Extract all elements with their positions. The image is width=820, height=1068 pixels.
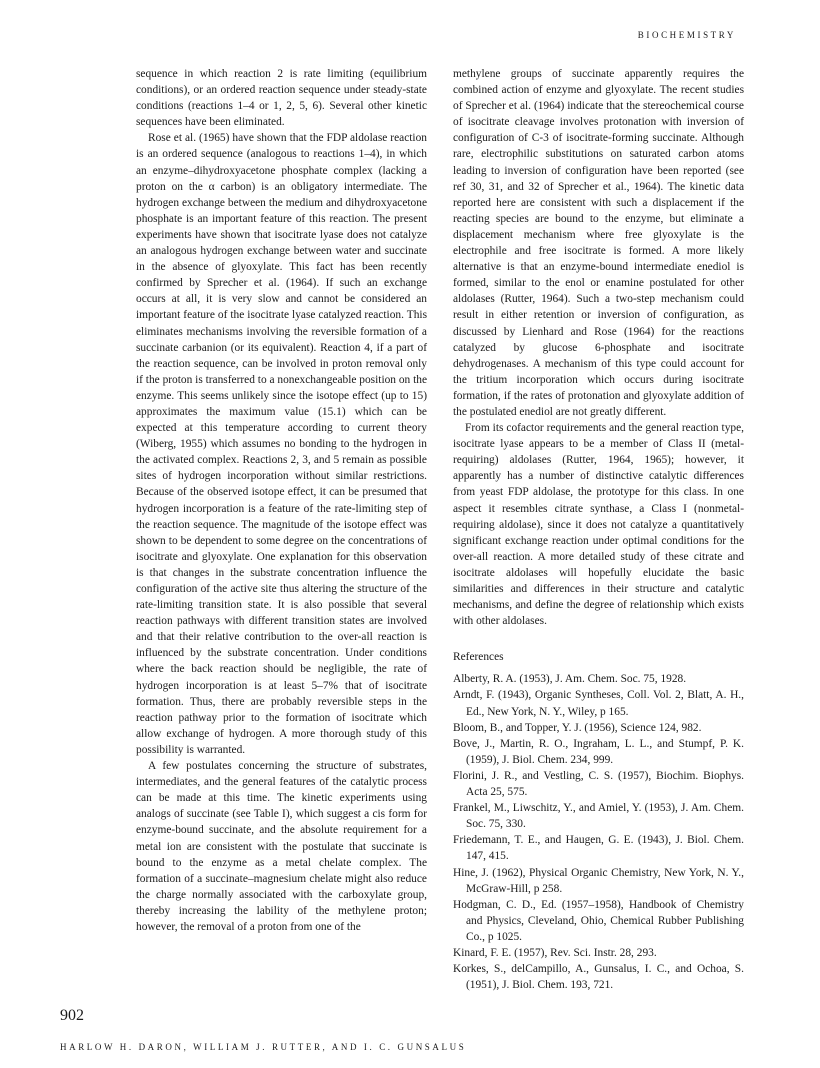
references-heading: References xyxy=(453,651,504,664)
page-number: 902 xyxy=(60,1007,84,1024)
reference-item: Bloom, B., and Topper, Y. J. (1956), Science 124, 982. xyxy=(453,721,702,734)
paragraph: A few postulates concerning the structure of substrates, intermediates, and the general features of the catalytic process can be made at this time. The kinetic experiments using analogs of succinate (see Table I), which suggest a cis form for enzyme-bound succinate, and the absolute requirement for a metal ion are consistent with the postulate that succinate is bound to the enzyme as a metal chelate complex. The formation of a succinate–magnesium chelate might also reduce the charge normally associated with the carboxylate group, thereby increasing the lability of the methylene proton; however, the removal of a proton from one of the xyxy=(136,760,427,933)
reference-item: Arndt, F. (1943), Organic Syntheses, Coll. Vol. 2, Blatt, A. H., Ed., New York, N. Y., Wiley, p 165. xyxy=(453,689,744,718)
reference-list xyxy=(453,671,744,993)
right-column xyxy=(453,66,744,993)
left-column xyxy=(136,66,427,935)
reference-item: Hodgman, C. D., Ed. (1957–1958), Handbook of Chemistry and Physics, Cleveland, Ohio, Chemical Rubber Publishing Co., p 1025. xyxy=(453,898,744,943)
paragraph: Rose et al. (1965) have shown that the FDP aldolase reaction is an ordered sequence (analogous to reactions 1–4), in which an enzyme–dihydroxyacetone phosphate complex (lacking a proton on the α carbon) is an obligatory intermediate. The hydrogen exchange between the medium and dihydroxyacetone phosphate is an important feature of this reaction. The present experiments have shown that isocitrate lyase does not catalyze an analogous hydrogen exchange between water and succinate in the absence of glyoxylate. This fact has been recently confirmed by Sprecher et al. (1964). If such an exchange occurs at all, it is very slow and cannot be considered an important feature of the isocitrate lyase catalyzed reaction. This eliminates mechanisms involving the reversible formation of a succinate carbanion (or its equivalent). Reaction 4, if a part of the reaction sequence, can be involved in proton removal only if the proton is transferred to a nonexchangeable position on the enzyme. This seems unlikely since the isotope effect (up to 15) approximates the maximum value (15.1) which can be expected at this temperature according to current theory (Wiberg, 1955) which assumes no bonding to the hydrogen in the activated complex. Reactions 2, 3, and 5 remain as possible sites of hydrogen incorporation without similar restrictions. Because of the observed isotope effect, it can be presumed that hydrogen incorporation is a feature of the rate-limiting step of the reaction sequence. The magnitude of the isotope effect was shown to be dependent to some degree on the concentrations of isocitrate and glyoxylate. One explanation for this observation is that changes in the substrate concentration influence the configuration of the active site thus altering the structure of the rate-limiting transition state. It is also possible that several reaction pathways with different transition states are involved and that their relative contribution to the over-all reaction is influenced by the substrate concentration. Under conditions where the back reaction should be negligible, the rate of hydrogen incorporation is at least 5–7% that of isocitrate formation. Thus, there are probably reversible steps in the reaction pathway prior to the formation of isocitrate which allow exchange of hydrogen. A more thorough study of this possibility is warranted. xyxy=(136,132,428,756)
paragraph: From its cofactor requirements and the general reaction type, isocitrate lyase appears to be a member of Class II (metal-requiring) aldolases (Rutter, 1964, 1965); however, it apparently has a number of distinctive catalytic differences from yeast FDP aldolase, the prototype for this class. In one aspect it resembles citrate synthase, a Class I (nonmetal-requiring aldolase), since it does not catalyze a quantitatively significant exchange reaction under optimal conditions for the over-all reaction. A more detailed study of these citrate and isocitrate aldolases will hopefully elucidate the basic similarities and differences in their structure and catalytic mechanisms, and define the degree of relationship which exists with other aldolases. xyxy=(453,422,744,628)
reference-item: Kinard, F. E. (1957), Rev. Sci. Instr. 28, 293. xyxy=(453,946,657,959)
reference-item: Florini, J. R., and Vestling, C. S. (1957), Biochim. Biophys. Acta 25, 575. xyxy=(453,769,744,799)
author-footer: HARLOW H. DARON, WILLIAM J. RUTTER, AND I. C. GUNSALUS xyxy=(60,1042,467,1052)
journal-header: BIOCHEMISTRY xyxy=(637,30,736,40)
reference-item: Korkes, S., delCampillo, A., Gunsalus, I. C., and Ochoa, S. (1951), J. Biol. Chem. 193, 721. xyxy=(453,963,744,992)
paragraph: methylene groups of succinate apparently requires the combined action of enzyme and glyoxylate. The recent studies of Sprecher et al. (1964) indicate that the stereochemical course of isocitrate cleavage involves protonation with inversion of configuration of C-3 of isocitrate-forming succinate. Although rare, electrophilic substitutions on saturated carbon atoms leading to inversion of configuration have been reported (see ref 30, 31, and 32 of Sprecher et al., 1964). The kinetic data reported here are consistent with such a displacement if the reacting species are bound to the enzyme, but eliminate a displacement mechanism where free glyoxylate is the electrophile and free isocitrate is formed. A more likely alternative is that an enzyme-bound intermediate enediol is formed, similar to the enol or enamine postulated for other aldolases (Rutter, 1964). Such a two-step mechanism could result in either retention or inversion of configuration, as discussed by Lienhard and Rose (1964) for the reactions catalyzed by glucose 6-phosphate and isocitrate dehydrogenases. A mechanism of this type could account for the tritium incorporation which occurs during isocitrate formation, if the rates of protonation and glyoxylate addition of the postulated enediol are not greatly different. xyxy=(453,68,744,418)
reference-item: Hine, J. (1962), Physical Organic Chemistry, New York, N. Y., McGraw-Hill, p 258. xyxy=(453,866,744,895)
reference-item: Frankel, M., Liwschitz, Y., and Amiel, Y. (1953), J. Am. Chem. Soc. 75, 330. xyxy=(453,802,744,831)
reference-item: Bove, J., Martin, R. O., Ingraham, L. L., and Stumpf, P. K. (1959), J. Biol. Chem. 234, 999. xyxy=(453,737,744,766)
paragraph: sequence in which reaction 2 is rate limiting (equilibrium conditions), or an ordered reaction sequence under steady-state conditions (reactions 1–4 or 1, 2, 5, 6). Several other kinetic sequences have been eliminated. xyxy=(136,68,427,129)
reference-item: Friedemann, T. E., and Haugen, G. E. (1943), J. Biol. Chem. 147, 415. xyxy=(453,834,744,863)
reference-item: Alberty, R. A. (1953), J. Am. Chem. Soc. 75, 1928. xyxy=(453,673,687,686)
